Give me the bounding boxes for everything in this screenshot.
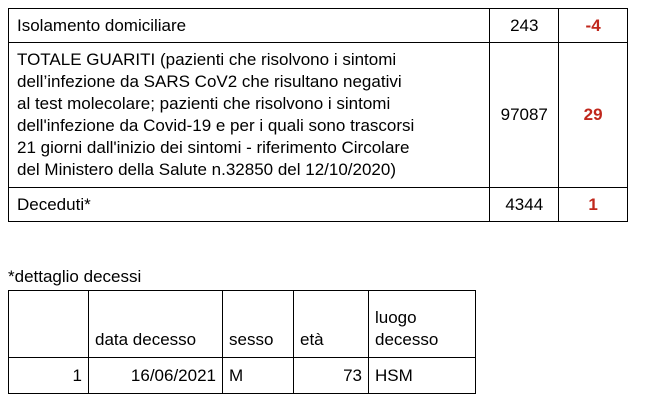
isolation-delta: -4 (559, 9, 628, 43)
isolation-label: Isolamento domiciliare (9, 9, 490, 43)
deaths-table (8, 290, 476, 394)
recovered-label-line: TOTALE GUARITI (pazienti che risolvono i sintomi (17, 50, 397, 69)
table-row (9, 358, 476, 394)
recovered-label-line: dell'infezione da Covid-19 e per i quali sono trascorsi (17, 116, 415, 135)
header-date: data decesso (89, 291, 223, 358)
header-place-line: luogo (375, 308, 417, 327)
summary-row-deceased (9, 188, 628, 222)
death-index: 1 (9, 358, 89, 394)
recovered-label-line: al test molecolare; pazienti che risolvono i sintomi (17, 94, 391, 113)
header-index (9, 291, 89, 358)
recovered-label-line: 21 giorni dall'inizio dei sintomi - riferimento Circolare (17, 138, 410, 157)
death-age: 73 (294, 358, 369, 394)
death-date: 16/06/2021 (89, 358, 223, 394)
isolation-total: 243 (490, 9, 559, 43)
death-place: HSM (369, 358, 476, 394)
deaths-caption: *dettaglio decessi (8, 267, 142, 286)
recovered-total: 97087 (490, 43, 559, 188)
summary-row-isolation (9, 9, 628, 43)
header-sex: sesso (223, 291, 294, 358)
summary-row-recovered (9, 43, 628, 188)
deceased-delta: 1 (559, 188, 628, 222)
recovered-delta: 29 (559, 43, 628, 188)
recovered-label-line: dell’infezione da SARS CoV2 che risultano negativi (17, 72, 402, 91)
deceased-total: 4344 (490, 188, 559, 222)
recovered-label (9, 43, 490, 188)
header-age: età (294, 291, 369, 358)
deceased-label: Deceduti* (9, 188, 490, 222)
death-sex: M (223, 358, 294, 394)
recovered-label-line: del Ministero della Salute n.32850 del 12/10/2020) (17, 160, 396, 179)
deaths-header-row (9, 291, 476, 358)
header-place-line: decesso (375, 330, 439, 349)
header-place (369, 291, 476, 358)
summary-table (8, 8, 628, 222)
